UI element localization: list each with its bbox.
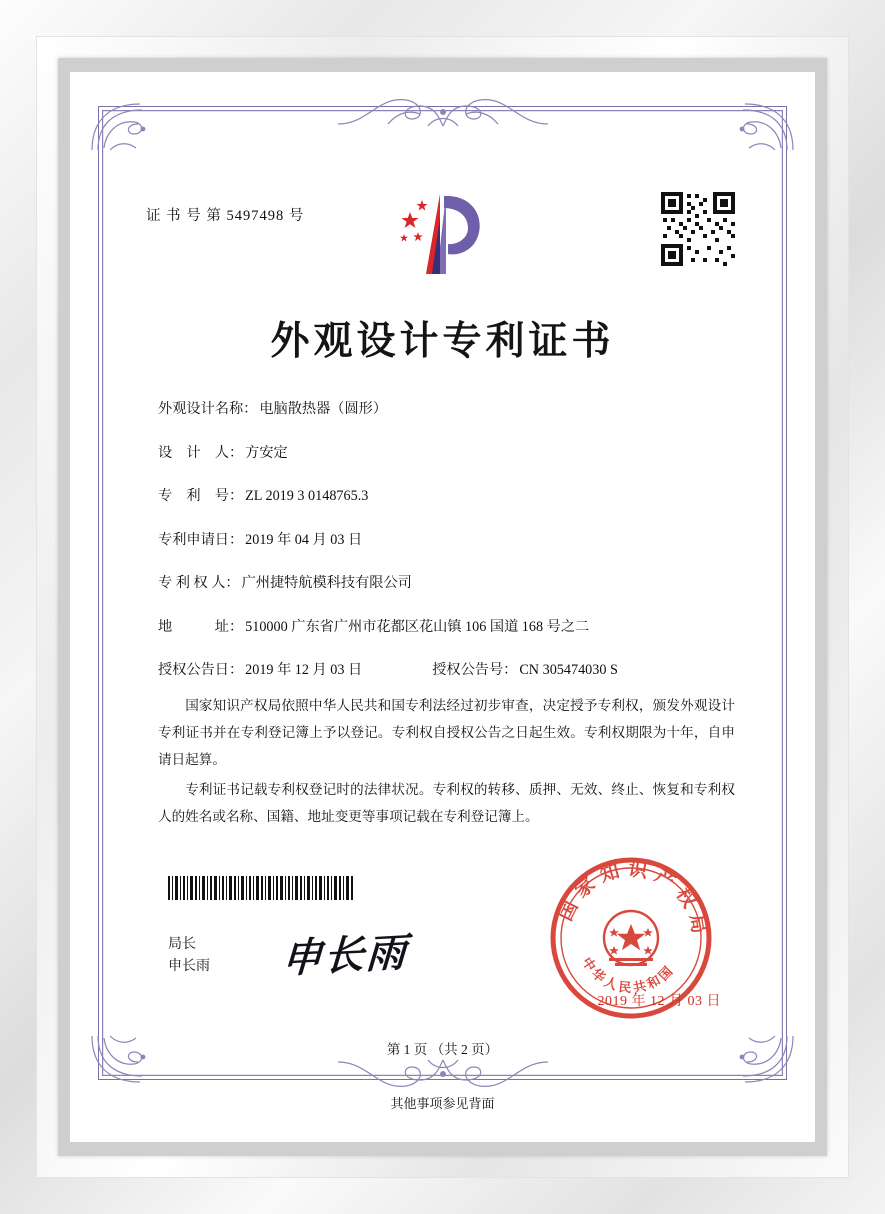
paragraph-1: 国家知识产权局依照中华人民共和国专利法经过初步审查，决定授予专利权，颁发外观设计专利证书并在专利登记簿上予以登记。专利权自授权公告之日起生效。专利权期限为十年，自申请日起算。 — [158, 698, 735, 768]
qr-code-icon — [659, 190, 737, 268]
field-row — [158, 442, 737, 462]
field-row — [158, 485, 737, 505]
ornament-top-center-icon — [328, 86, 558, 130]
field-value-secondary: CN 305474030 S — [519, 662, 618, 678]
svg-text:中华人民共和国: 中华人民共和国 — [578, 955, 679, 997]
certificate-paper — [70, 72, 815, 1142]
field-label-secondary: 授权公告号： — [432, 662, 518, 678]
field-label: 专 利 权 人： — [158, 575, 240, 591]
signature-block — [168, 934, 210, 979]
field-label: 地 址： — [158, 618, 244, 635]
field-value: 广州捷特航模科技有限公司 — [241, 575, 412, 591]
barcode-icon — [168, 876, 356, 900]
field-row — [158, 398, 737, 418]
field-value: 方安定 — [245, 444, 288, 461]
field-value: 2019 年 12 月 03 日 — [245, 662, 363, 678]
field-row — [158, 529, 737, 549]
back-side-note: 其他事项参见背面 — [390, 1096, 495, 1111]
page-title: 外观设计专利证书 — [270, 318, 615, 364]
field-row — [158, 572, 737, 592]
field-value: ZL 2019 3 0148765.3 — [245, 488, 369, 504]
field-row-grant — [158, 659, 737, 679]
field-row — [158, 616, 737, 636]
signature-name: 申长雨 — [168, 959, 210, 975]
body-text — [158, 692, 735, 832]
field-label: 外观设计名称： — [158, 401, 258, 417]
certificate-number: 证 书 号 第 5497498 号 — [146, 208, 305, 224]
cnipa-logo-icon — [388, 188, 498, 284]
field-label: 设 计 人： — [158, 444, 244, 461]
svg-text:国家知识产权局: 国家知识产权局 — [554, 857, 712, 942]
signature-title: 局长 — [168, 937, 196, 952]
paragraph-2: 专利证书记载专利权登记时的法律状况。专利权的转移、质押、无效、终止、恢复和专利权人的姓名或名称、国籍、地址变更等事项记载在专利登记簿上。 — [158, 781, 735, 824]
handwritten-signature: 申长雨 — [280, 928, 409, 983]
field-value: 510000 广东省广州市花都区花山镇 106 国道 168 号之二 — [245, 618, 590, 635]
field-value: 电脑散热器（圆形） — [259, 401, 388, 417]
page-number: 第 1 页 （共 2 页） — [386, 1042, 499, 1057]
field-label: 授权公告日： — [158, 662, 244, 678]
field-value: 2019 年 04 月 03 日 — [245, 531, 363, 548]
seal-date: 2019 年 12 月 03 日 — [597, 994, 721, 1009]
field-label: 专利申请日： — [158, 531, 244, 548]
field-label: 专 利 号： — [158, 488, 244, 504]
field-list — [158, 398, 737, 703]
